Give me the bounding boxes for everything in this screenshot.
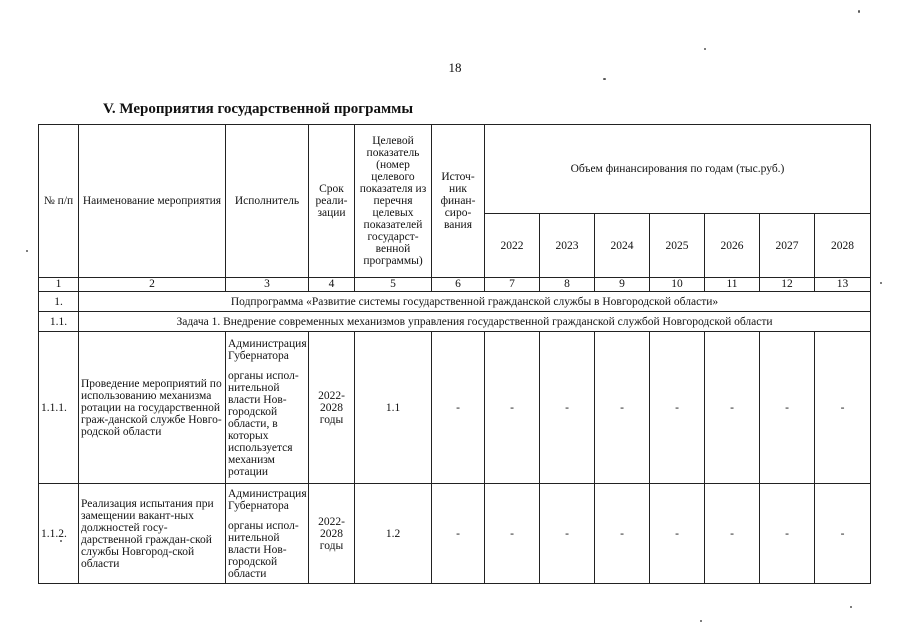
column-number: 8	[540, 278, 595, 292]
row-num: 1.1.2.	[39, 484, 79, 584]
row-term: 2022-2028 годы	[309, 332, 355, 484]
row-value: -	[760, 484, 815, 584]
row-indicator: 1.2	[355, 484, 432, 584]
scan-speck	[880, 282, 882, 284]
row-value: -	[595, 332, 650, 484]
row-source: -	[432, 484, 485, 584]
scan-speck	[26, 250, 28, 252]
row-executor-primary: Администрация Губернатора	[228, 337, 307, 362]
section-title: V. Мероприятия государственной программы	[103, 101, 414, 117]
row-value: -	[595, 484, 650, 584]
column-number: 11	[705, 278, 760, 292]
row-name: Проведение мероприятий по использованию механизма ротации на государственной граж-данской службе Новго-родской области	[79, 332, 226, 484]
table-row	[39, 484, 871, 584]
header-year: 2023	[540, 214, 595, 278]
row-value: -	[485, 332, 540, 484]
header-term: Срок реали-зации	[309, 125, 355, 278]
row-value: -	[540, 484, 595, 584]
scan-speck	[60, 540, 62, 542]
scan-speck	[858, 10, 860, 13]
row-executor	[226, 484, 309, 584]
scan-speck	[700, 620, 702, 622]
scan-speck	[850, 606, 852, 608]
column-number: 5	[355, 278, 432, 292]
row-value: -	[485, 484, 540, 584]
header-executor: Исполнитель	[226, 125, 309, 278]
column-number: 10	[650, 278, 705, 292]
column-number: 2	[79, 278, 226, 292]
row-executor	[226, 332, 309, 484]
header-year: 2022	[485, 214, 540, 278]
column-number: 13	[815, 278, 871, 292]
column-number: 3	[226, 278, 309, 292]
column-number: 1	[39, 278, 79, 292]
header-row	[39, 125, 871, 214]
subprogram-num: 1.	[39, 292, 79, 312]
row-value: -	[705, 332, 760, 484]
subprogram-row	[39, 292, 871, 312]
header-year: 2028	[815, 214, 871, 278]
row-name: Реализация испытания при замещении вакант-ных должностей госу-дарственной граждан-ской службы Новгород-ской области	[79, 484, 226, 584]
row-indicator: 1.1	[355, 332, 432, 484]
header-year: 2024	[595, 214, 650, 278]
row-value: -	[650, 484, 705, 584]
column-number: 9	[595, 278, 650, 292]
row-value: -	[705, 484, 760, 584]
scan-speck	[603, 78, 606, 80]
page-number: 18	[448, 60, 462, 75]
header-year: 2026	[705, 214, 760, 278]
column-numbers-row	[39, 278, 871, 292]
scan-speck	[704, 48, 706, 50]
header-year: 2025	[650, 214, 705, 278]
header-num: № п/п	[39, 125, 79, 278]
column-number: 7	[485, 278, 540, 292]
header-name: Наименование мероприятия	[79, 125, 226, 278]
row-executor-secondary: органы испол-нительной власти Нов-городской области	[228, 519, 299, 580]
row-executor-primary: Администрация Губернатора	[228, 487, 307, 512]
row-num: 1.1.1.	[39, 332, 79, 484]
row-value: -	[760, 332, 815, 484]
column-number: 4	[309, 278, 355, 292]
table-row	[39, 332, 871, 484]
row-term: 2022-2028 годы	[309, 484, 355, 584]
row-value: -	[815, 484, 871, 584]
measures-table	[38, 124, 871, 584]
row-value: -	[540, 332, 595, 484]
column-number: 12	[760, 278, 815, 292]
row-executor-secondary: органы испол-нительной власти Нов-городской области, в которых используется механизм ротации	[228, 369, 299, 478]
header-financing: Объем финансирования по годам (тыс.руб.)	[485, 125, 871, 214]
header-year: 2027	[760, 214, 815, 278]
row-value: -	[815, 332, 871, 484]
task-title: Задача 1. Внедрение современных механизмов управления государственной гражданской службой Новгородской области	[79, 312, 871, 332]
row-value: -	[650, 332, 705, 484]
header-indicator: Целевой показатель (номер целевого показателя из перечня целевых показателей государст-венной программы)	[355, 125, 432, 278]
header-source: Источ-ник финан-сиро-вания	[432, 125, 485, 278]
task-row	[39, 312, 871, 332]
task-num: 1.1.	[39, 312, 79, 332]
row-source: -	[432, 332, 485, 484]
column-number: 6	[432, 278, 485, 292]
subprogram-title: Подпрограмма «Развитие системы государственной гражданской службы в Новгородской области»	[79, 292, 871, 312]
